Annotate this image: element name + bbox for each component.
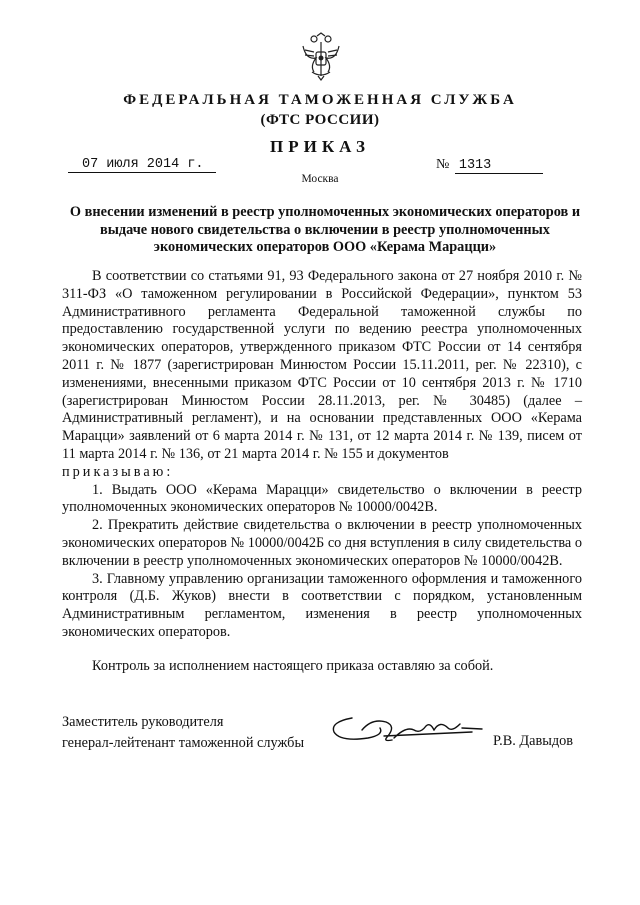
preamble-paragraph: В соответствии со статьями 91, 93 Федерального закона от 27 ноября 2010 г. № 311-ФЗ «О таможенном регулировании в Российской Федерации», пунктом 53 Административного регламента Федеральной таможенной службы по предоставлению государственной услуги по ведению реестра уполномоченных экономических операторов, утвержденного приказом ФТС России от 14 сентября 2011 г. № 1877 (зарегистрирован Минюстом России 15.11.2011, рег. № 22310), с изменениями, внесенными приказом ФТС России от 10 сентября 2013 г. № 1710 (зарегистрирован Минюстом России 28.11.2013, рег. № 30485) (далее – Административный регламент), и на основании представленных ООО «Керама Марацци» заявлений от 6 марта 2014 г. № 131, от 12 марта 2014 г. № 139, писем от 11 марта 2014 г. № 136, от 21 марта 2014 г. № 155 и документов <box>62 268 582 462</box>
number-sign: № <box>436 157 450 172</box>
position-line-2: генерал-лейтенант таможенной службы <box>62 735 305 751</box>
city: Москва <box>301 173 339 185</box>
position-line-1: Заместитель руководителя <box>62 714 224 730</box>
signatory-position <box>62 712 304 754</box>
order-date: 07 июля 2014 г. <box>68 157 216 173</box>
document-title: О внесении изменений в реестр уполномоченных экономических операторов и выдаче нового свидетельства о включении в реестр уполномоченных экономических операторов ООО «Керама Марацци» <box>69 204 581 255</box>
document-body <box>62 268 582 676</box>
order-item-2: 2. Прекратить действие свидетельства о включении в реестр уполномоченных экономических операторов № 10000/0042Б со дня вступления в силу свидетельства о включении в реестр уполномоченных экономических операторов № 10000/0042В. <box>62 517 582 569</box>
order-number: 1313 <box>455 158 543 174</box>
document-type: ПРИКАЗ <box>270 137 370 156</box>
order-number-block <box>436 157 556 174</box>
coat-of-arms-emblem <box>300 32 342 82</box>
agency-name: ФЕДЕРАЛЬНАЯ ТАМОЖЕННАЯ СЛУЖБА <box>123 92 517 108</box>
order-word-text: приказываю: <box>62 463 174 480</box>
agency-abbreviation: (ФТС РОССИИ) <box>260 112 380 128</box>
order-word <box>62 464 582 482</box>
order-item-1: 1. Выдать ООО «Керама Марацци» свидетельство о включении в реестр уполномоченных экономических операторов № 10000/0042В. <box>62 481 582 516</box>
control-paragraph: Контроль за исполнением настоящего приказа оставляю за собой. <box>92 657 494 674</box>
order-item-3: 3. Главному управлению организации таможенного оформления и таможенного контроля (Д.Б. Жуков) внести в соответствии с порядком, установленным Административным регламентом, изменения в реестр уполномоченных экономических операторов. <box>62 570 582 640</box>
signatory-name: Р.В. Давыдов <box>493 733 574 749</box>
handwritten-signature <box>322 708 487 754</box>
